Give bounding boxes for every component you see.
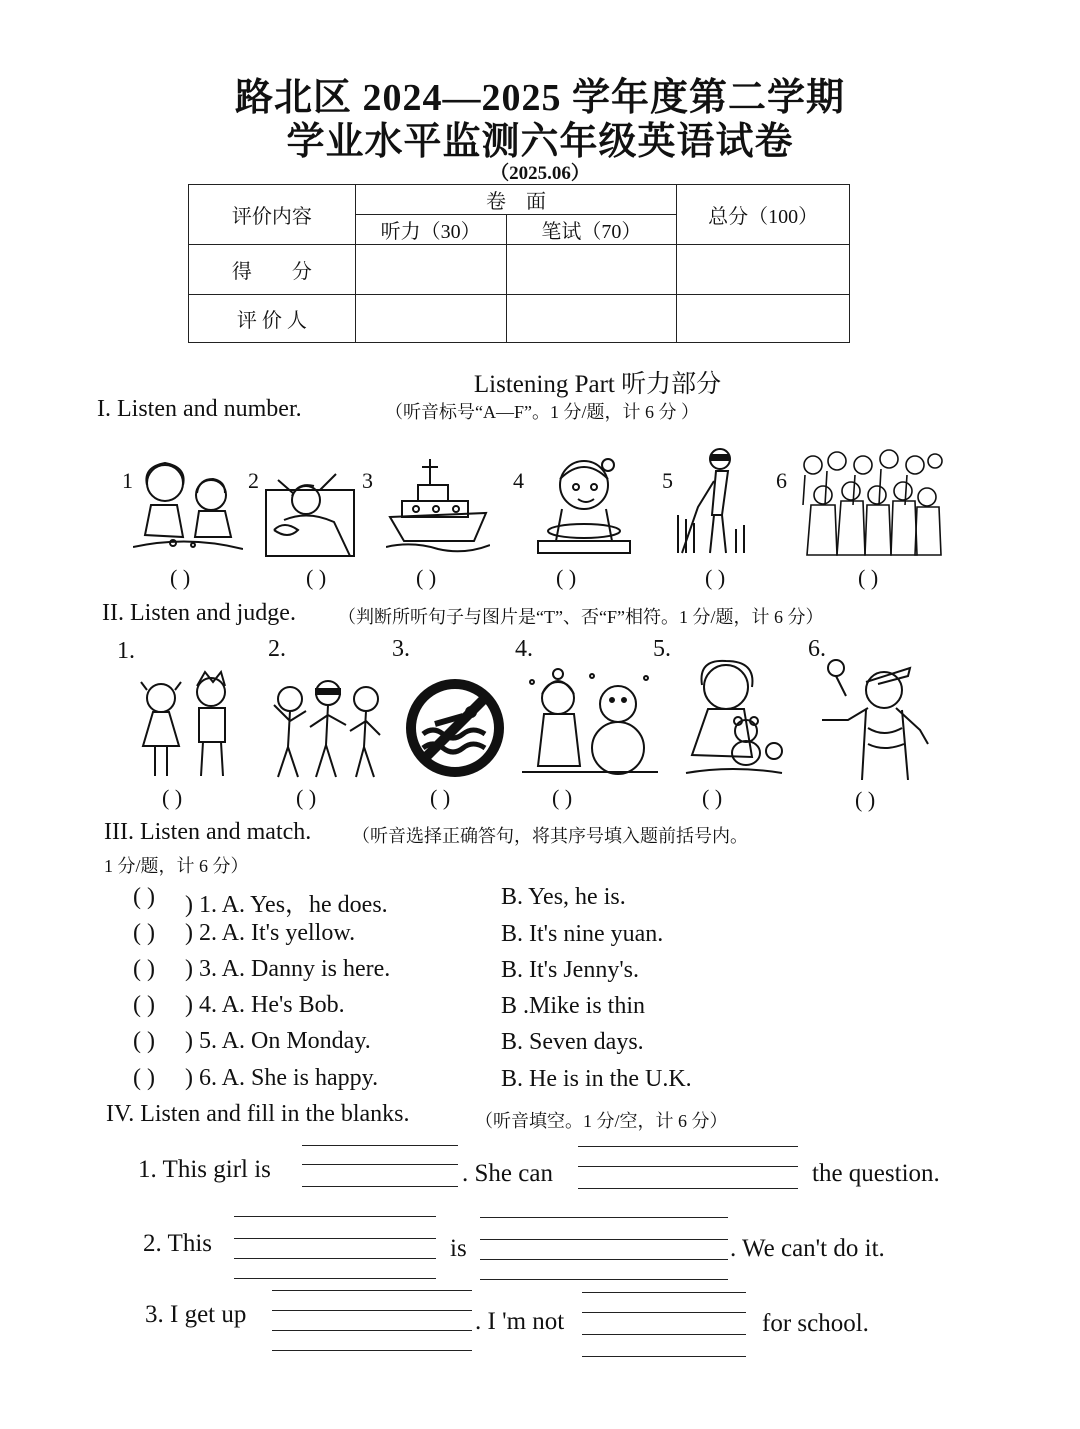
score-table-header-total: 总分（100）	[677, 185, 850, 245]
fill-q1-blank2-mid	[578, 1166, 798, 1167]
girl-throwing-ball-icon	[818, 656, 930, 780]
fill-q2-part1: 2. This	[143, 1230, 212, 1257]
s1-answer-4[interactable]: ( )	[556, 565, 577, 590]
score-table-header-listening: 听力（30）	[355, 215, 506, 245]
fill-q1-blank1[interactable]	[302, 1186, 458, 1187]
fill-q3-blank2-bottom	[582, 1356, 746, 1357]
boy-snowman-icon	[522, 668, 658, 780]
fill-q3-blank1[interactable]	[272, 1330, 472, 1331]
score-table-header-writing: 笔试（70）	[506, 215, 677, 245]
match-option-b: B. It's nine yuan.	[501, 921, 664, 947]
match-answer-paren[interactable]: ( )	[133, 992, 155, 1018]
s2-number-1: 1.	[117, 638, 135, 664]
fill-q1-part3: the question.	[812, 1160, 940, 1187]
girl-and-boy-icon	[135, 668, 237, 780]
exam-title-line1: 路北区 2024—2025 学年度第二学期	[234, 77, 845, 119]
s2-number-5: 5.	[653, 636, 671, 662]
section1-note: （听音标号“A—F”。1 分/题，计 6 分 ）	[385, 402, 699, 422]
fill-q2-blank2-bottom	[480, 1279, 728, 1280]
s1-answer-1[interactable]: ( )	[170, 565, 191, 590]
s1-answer-5[interactable]: ( )	[705, 565, 726, 590]
s2-answer-2[interactable]: ( )	[296, 785, 317, 810]
match-answer-paren[interactable]: ( )	[133, 1028, 155, 1054]
fill-q1-part2: . She can	[462, 1160, 553, 1187]
match-answer-paren[interactable]: ( )	[133, 956, 155, 982]
section3-note: （听音选择正确答句，将其序号填入题前括号内。	[352, 826, 748, 846]
exam-date: （2025.06）	[490, 163, 590, 184]
match-answer-paren[interactable]: ( )	[133, 920, 155, 946]
fill-q2-blank1[interactable]	[234, 1258, 436, 1259]
fill-q3-blank2[interactable]	[582, 1334, 746, 1335]
fill-q3-part2: . I 'm not	[475, 1308, 565, 1335]
listening-part-title: Listening Part 听力部分	[473, 371, 722, 398]
children-playing-sand-icon	[133, 455, 243, 555]
match-option-b: B. Seven days.	[501, 1029, 644, 1055]
evaluator-cell-listening[interactable]	[355, 295, 506, 343]
s2-number-2: 2.	[268, 636, 286, 662]
s1-number-3: 3	[362, 468, 373, 493]
section4-note: （听音填空。1 分/空，计 6 分）	[475, 1111, 728, 1131]
match-option-b: B .Mike is thin	[501, 993, 646, 1019]
match-answer-paren[interactable]: ( )	[133, 1065, 155, 1091]
fill-q1-blank2-top	[578, 1146, 798, 1147]
score-cell-total[interactable]	[677, 245, 850, 295]
fill-q1-blank1-top	[302, 1145, 458, 1146]
section2-title: II. Listen and judge.	[102, 600, 296, 626]
score-cell-writing[interactable]	[506, 245, 677, 295]
s2-answer-4[interactable]: ( )	[552, 785, 573, 810]
fill-q2-blank1-mid	[234, 1238, 436, 1239]
fill-q2-part2: is	[450, 1235, 467, 1262]
score-table	[188, 184, 850, 343]
s2-number-4: 4.	[515, 636, 533, 662]
fill-q1-part1: 1. This girl is	[138, 1156, 271, 1183]
s1-number-6: 6	[776, 468, 787, 493]
s2-number-6: 6.	[808, 636, 826, 662]
s2-answer-3[interactable]: ( )	[430, 785, 451, 810]
ship-icon	[386, 455, 490, 555]
match-option-a: ) 6. A. She is happy.	[185, 1065, 379, 1091]
match-option-a: ) 4. A. He's Bob.	[185, 992, 345, 1018]
girl-teddy-bear-icon	[682, 655, 784, 780]
s1-number-4: 4	[513, 468, 524, 493]
girl-cooking-icon	[536, 455, 632, 555]
score-table-row-evaluator: 评 价 人	[189, 295, 356, 343]
section4-title: IV. Listen and fill in the blanks.	[106, 1101, 410, 1127]
s1-number-2: 2	[248, 468, 259, 493]
section1-title: I. Listen and number.	[97, 396, 302, 422]
boy-waking-up-icon	[264, 460, 356, 558]
fill-q2-blank2-top	[480, 1217, 728, 1218]
match-answer-paren[interactable]: ( )	[133, 884, 155, 910]
crowd-icon	[797, 445, 943, 557]
section3-note-2: 1 分/题，计 6 分）	[104, 856, 249, 876]
s1-number-1: 1	[122, 468, 133, 493]
evaluator-cell-total[interactable]	[677, 295, 850, 343]
evaluator-cell-writing[interactable]	[506, 295, 677, 343]
match-option-a: ) 3. A. Danny is here.	[185, 956, 391, 982]
fill-q3-part1: 3. I get up	[145, 1301, 247, 1328]
score-table-row-score: 得 分	[189, 245, 356, 295]
s1-answer-2[interactable]: ( )	[306, 565, 327, 590]
fill-q2-blank1-bottom	[234, 1278, 436, 1279]
no-swimming-sign-icon	[405, 678, 505, 778]
section3-title: III. Listen and match.	[104, 819, 312, 845]
fill-q3-blank2-mid	[582, 1312, 746, 1313]
s1-answer-3[interactable]: ( )	[416, 565, 437, 590]
match-option-a: ) 2. A. It's yellow.	[185, 920, 356, 946]
fill-q2-part3: . We can't do it.	[730, 1235, 885, 1262]
s2-answer-1[interactable]: ( )	[162, 785, 183, 810]
s1-number-5: 5	[662, 468, 673, 493]
fill-q2-blank1-top	[234, 1216, 436, 1217]
s1-answer-6[interactable]: ( )	[858, 565, 879, 590]
fill-q3-blank2-top	[582, 1292, 746, 1293]
fill-q3-blank1-bottom	[272, 1350, 472, 1351]
fill-q3-blank1-top	[272, 1290, 472, 1291]
score-cell-listening[interactable]	[355, 245, 506, 295]
s2-answer-6[interactable]: ( )	[855, 787, 876, 812]
fill-q3-part3: for school.	[762, 1310, 869, 1337]
fill-q1-blank2[interactable]	[578, 1188, 798, 1189]
match-option-b: B. It's Jenny's.	[501, 957, 639, 983]
section2-note: （判断所听句子与图片是“T”、否“F”相符。1 分/题，计 6 分）	[338, 607, 824, 627]
fill-q2-blank2[interactable]	[480, 1259, 728, 1260]
exam-title-line2: 学业水平监测六年级英语试卷	[286, 121, 794, 163]
s2-answer-5[interactable]: ( )	[702, 785, 723, 810]
fill-q1-blank1-mid	[302, 1164, 458, 1165]
match-option-a: ) 1. A. Yes，he does.	[185, 892, 388, 918]
blind-man-cane-icon	[676, 445, 752, 557]
fill-q2-blank2-mid	[480, 1239, 728, 1240]
score-table-header-content: 评价内容	[189, 185, 356, 245]
s2-number-3: 3.	[392, 636, 410, 662]
match-option-b: B. He is in the U.K.	[501, 1066, 692, 1092]
score-table-header-paper: 卷 面	[355, 185, 676, 215]
fill-q3-blank1-mid	[272, 1310, 472, 1311]
match-option-a: ) 5. A. On Monday.	[185, 1028, 371, 1054]
match-option-b: B. Yes, he is.	[501, 884, 626, 910]
kids-blindfold-game-icon	[270, 675, 384, 781]
